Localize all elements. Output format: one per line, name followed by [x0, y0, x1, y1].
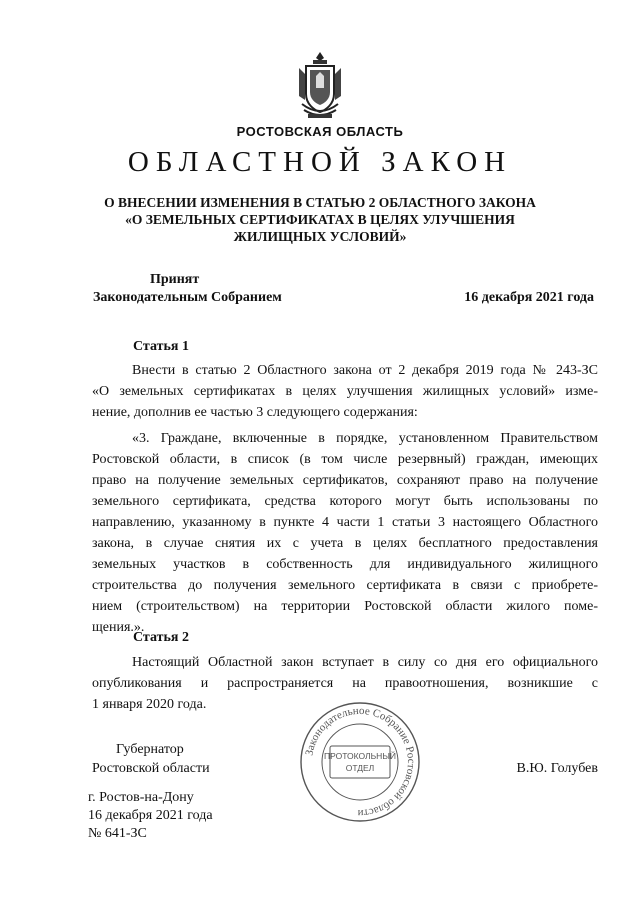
signatory-title-line-1: Губернатор	[116, 742, 184, 757]
text-line: строительства до получения земельного сертификата в связи с приобрете-	[92, 578, 598, 593]
coat-of-arms-emblem	[296, 48, 344, 122]
article-2-heading: Статья 2	[133, 630, 189, 645]
footer-place: г. Ростов-на-Дону	[88, 790, 194, 805]
subject-line: О ВНЕСЕНИИ ИЗМЕНЕНИЯ В СТАТЬЮ 2 ОБЛАСТНОГО ЗАКОНА	[104, 195, 536, 210]
text-line: Внести в статью 2 Областного закона от 2 декабря 2019 года № 243-ЗС	[132, 363, 598, 378]
official-seal-stamp	[298, 700, 422, 824]
text-line: «3. Граждане, включенные в порядке, установленном Правительством	[132, 431, 598, 446]
text-line: направлению, указанному в пункте 4 части 1 статьи 3 настоящего Областного	[92, 515, 598, 530]
text-line: закона, в случае снятия их с учета в целях бесплатного предоставления	[92, 536, 598, 551]
text-line: Ростовской области, в список (в том числе резервный) граждан, имеющих	[92, 452, 598, 467]
accepted-label: Принят	[150, 272, 200, 287]
document-title: ОБЛАСТНОЙ ЗАКОН	[127, 146, 513, 178]
seal-center-line-2: ОТДЕЛ	[345, 763, 375, 773]
svg-text:Законодательное Собрание Росто	[303, 705, 417, 819]
subject-line: «О ЗЕМЕЛЬНЫХ СЕРТИФИКАТАХ В ЦЕЛЯХ УЛУЧШЕНИЯ	[125, 212, 515, 227]
text-line: земельного сертификата, средства которого могут быть использованы по	[92, 494, 598, 509]
article-1-paragraph-2	[92, 428, 598, 638]
footer-date: 16 декабря 2021 года	[88, 808, 213, 823]
text-line: 1 января 2020 года.	[92, 697, 207, 712]
text-line: «О земельных сертификатах в целях улучшения жилищных условий» изме-	[92, 384, 598, 399]
text-line: нием (строительством) на территории Ростовской области жилого поме-	[92, 599, 598, 614]
region-name: РОСТОВСКАЯ ОБЛАСТЬ	[236, 124, 404, 139]
text-line: опубликования и распространяется на правоотношения, возникшие с	[92, 676, 598, 691]
adopting-body: Законодательным Собранием	[93, 290, 282, 305]
seal-ring-text: Законодательное Собрание Ростовской области	[303, 704, 418, 820]
signatory-title-line-2: Ростовской области	[92, 761, 210, 776]
article-1-heading: Статья 1	[133, 339, 189, 354]
text-line: нение, дополнив ее частью 3 следующего содержания:	[92, 405, 418, 420]
subject-line: ЖИЛИЩНЫХ УСЛОВИЙ»	[233, 229, 407, 244]
law-subject	[60, 194, 580, 245]
text-line: земельных участков в собственность для индивидуального жилищного	[92, 557, 598, 572]
adoption-date: 16 декабря 2021 года	[464, 290, 594, 305]
text-line: щения.».	[92, 620, 145, 635]
text-line: право на получение земельных сертификатов, сохраняют право на получение	[92, 473, 598, 488]
footer-number: № 641-ЗС	[88, 826, 147, 841]
seal-center-line-1: ПРОТОКОЛЬНЫЙ	[324, 751, 396, 761]
article-1-paragraph-1	[92, 360, 598, 423]
text-line: Настоящий Областной закон вступает в силу со дня его официального	[132, 655, 598, 670]
signatory-name: В.Ю. Голубев	[516, 761, 598, 776]
